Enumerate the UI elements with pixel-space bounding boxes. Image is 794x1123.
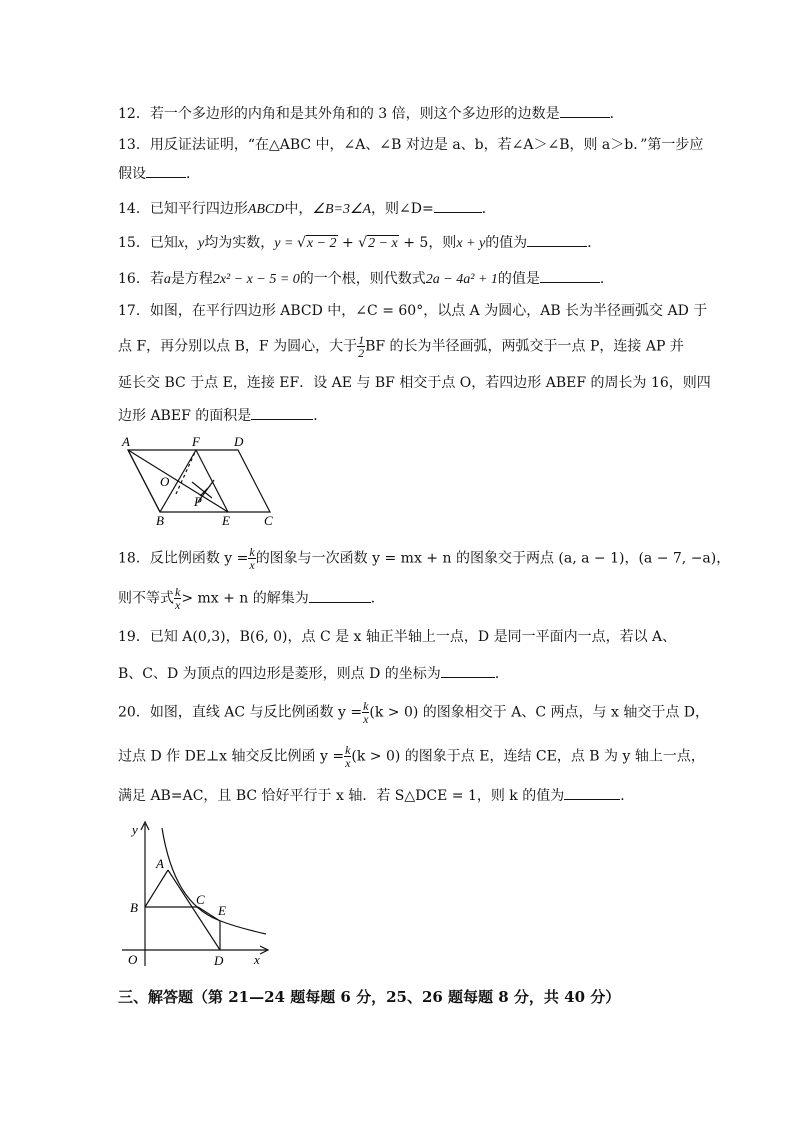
q12-text: 12．若一个多边形的内角和是其外角和的 3 倍，则这个多边形的边数是 <box>118 106 560 122</box>
answer-blank <box>441 664 495 678</box>
question-19-line1: 19．已知 A(0,3)，B(6, 0)，点 C 是 x 轴正半轴上一点，D 是同一平面内一点，若以 A、 <box>118 629 677 645</box>
sqrt-sign: √ <box>358 235 368 251</box>
label-o: O <box>160 474 170 489</box>
question-18-line2: 则不等式 $\frac{k}{x}$ > mx + n 的解集为 ． <box>118 585 385 612</box>
label-p: P <box>194 494 202 509</box>
answer-blank <box>560 104 610 118</box>
answer-blank <box>434 199 482 213</box>
label-c: C <box>196 892 205 907</box>
label-d: D <box>214 953 224 968</box>
question-13-line2: 假设 ． <box>118 166 200 182</box>
fraction-k-over-x: $\frac{k}{x}$ <box>363 699 369 726</box>
label-y: y <box>132 822 138 837</box>
label-e: E <box>222 513 230 528</box>
label-d: D <box>234 434 244 449</box>
label-b: B <box>156 513 164 528</box>
question-19-line2: B、C、D 为顶点的四边形是菱形，则点 D 的坐标为 ． <box>118 666 509 682</box>
fraction-one-half: $\frac{1}{2}$ <box>358 333 365 360</box>
answer-blank <box>146 164 186 178</box>
answer-blank <box>527 233 587 247</box>
answer-blank <box>540 269 600 283</box>
hyperbola-curve <box>162 828 266 934</box>
label-a: A <box>156 856 164 871</box>
question-20-line1: 20．如图，直线 AC 与反比例函数 y = $\frac{k}{x}$ (k > 0) 的图象相交于 A、C 两点，与 x 轴交于点 D， <box>118 699 709 726</box>
fraction-k-over-x: $\frac{k}{x}$ <box>249 545 255 572</box>
label-o: O <box>128 952 138 967</box>
question-17-line2: 点 F，再分别以点 B，F 为圆心，大于 $\frac{1}{2}$ BF 的长为半径画弧，两弧交于一点 P，连接 AP 并 <box>118 333 684 360</box>
question-17-line3: 延长交 BC 于点 E，连接 EF．设 AE 与 BF 相交于点 O，若四边形 ABEF 的周长为 16，则四 <box>118 375 711 391</box>
question-13-line1: 13．用反证法证明，“在△ABC 中，∠A、∠B 对边是 a、b，若∠A＞∠B，则 a＞b．”第一步应 <box>118 137 704 153</box>
question-18-line1: 18．反比例函数 y = $\frac{k}{x}$ 的图象与一次函数 y = mx + n 的图象交于两点 (a, a − 1)，(a − 7, −a)， <box>118 545 731 572</box>
answer-blank <box>251 406 313 420</box>
segment-ba <box>145 870 168 907</box>
sqrt-sign: √ <box>296 235 306 251</box>
label-x: x <box>254 952 260 967</box>
section-heading: 三、解答题（第 21—24 题每题 6 分，25、26 题每题 8 分，共 40 分） <box>118 988 621 1006</box>
question-14: 14．已知平行四边形ABCD中，∠B=3∠A，则∠D= ． <box>118 201 496 217</box>
question-12: 12．若一个多边形的内角和是其外角和的 3 倍，则这个多边形的边数是 ． <box>118 106 624 122</box>
answer-blank <box>564 786 620 800</box>
line-ac <box>168 870 220 950</box>
label-a: A <box>122 434 130 449</box>
fraction-k-over-x: $\frac{k}{x}$ <box>345 743 351 770</box>
hyperbola-figure <box>118 818 278 970</box>
segment-ce <box>198 907 220 921</box>
construction-dashed-line <box>176 450 196 494</box>
question-16: 16．若a是方程2x² − x − 5 = 0的一个根，则代数式2a − 4a² + 1的值是 ． <box>118 271 614 287</box>
question-15: 15．已知x，y均为实数，y = √x − 2 + √2 − x + 5，则x + y的值为 ． <box>118 235 602 251</box>
label-f: F <box>192 434 200 449</box>
label-b: B <box>130 900 138 915</box>
answer-blank <box>309 589 371 603</box>
label-e: E <box>218 903 226 918</box>
question-20-line2: 过点 D 作 DE⊥x 轴交反比例函 y = $\frac{k}{x}$ (k > 0) 的图象于点 E，连结 CE，点 B 为 y 轴上一点， <box>118 743 705 770</box>
question-17-line4: 边形 ABEF 的面积是 ． <box>118 408 328 424</box>
fraction-k-over-x: $\frac{k}{x}$ <box>175 585 181 612</box>
label-c: C <box>264 513 273 528</box>
parallelogram-figure <box>118 432 288 528</box>
question-20-line3: 满足 AB=AC，且 BC 恰好平行于 x 轴．若 S△DCE = 1，则 k 的值为 ． <box>118 788 635 804</box>
question-17-line1: 17．如图，在平行四边形 ABCD 中，∠C = 60°，以点 A 为圆心，AB 长为半径画弧交 AD 于 <box>118 303 708 319</box>
